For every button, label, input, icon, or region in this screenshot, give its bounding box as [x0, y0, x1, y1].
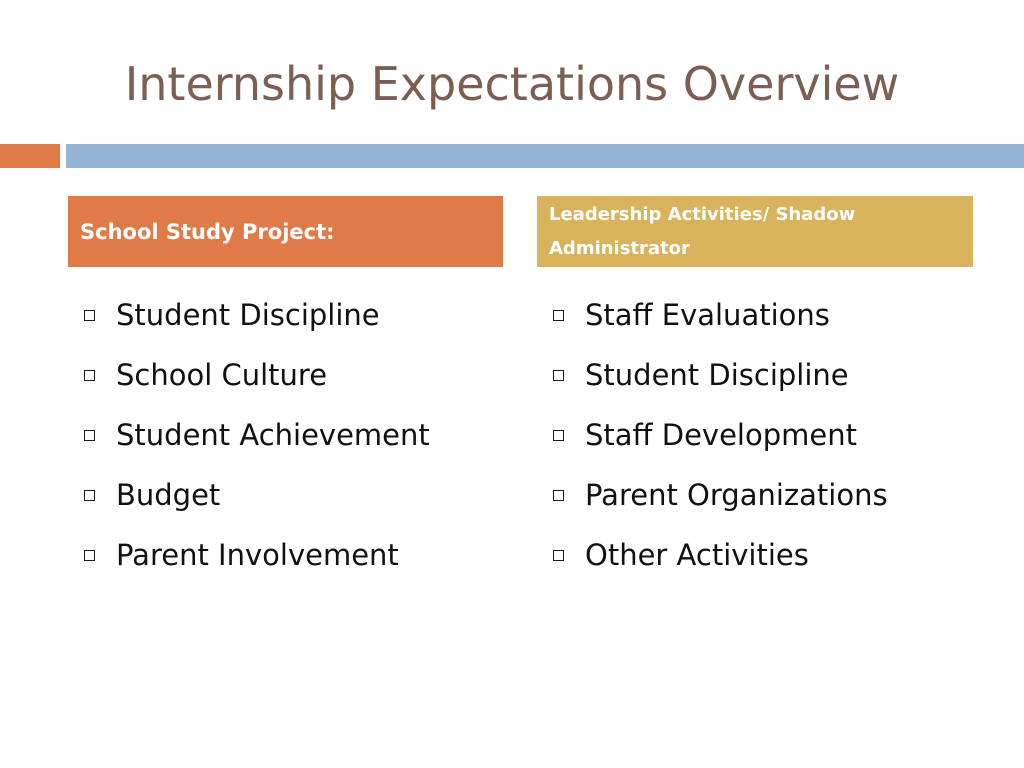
- list-item: [80, 525, 520, 585]
- list-item: [549, 405, 1009, 465]
- square-bullet-icon: [84, 310, 95, 321]
- list-item: [549, 525, 1009, 585]
- list-item: [80, 465, 520, 525]
- square-bullet-icon: [84, 430, 95, 441]
- leadership-activities-header: Leadership Activities/ Shadow Administrator: [537, 196, 973, 267]
- list-item-label: Parent Organizations: [585, 478, 888, 512]
- school-study-project-list: [80, 285, 520, 585]
- list-item: [549, 345, 1009, 405]
- leadership-activities-list: [549, 285, 1009, 585]
- square-bullet-icon: [553, 370, 564, 381]
- list-item: [80, 405, 520, 465]
- square-bullet-icon: [84, 550, 95, 561]
- square-bullet-icon: [553, 550, 564, 561]
- list-item-label: Student Achievement: [116, 418, 430, 452]
- school-study-project-header: School Study Project:: [68, 196, 503, 267]
- list-item-label: Staff Development: [585, 418, 857, 452]
- accent-bar-left: [0, 144, 60, 168]
- list-item-label: Student Discipline: [585, 358, 849, 392]
- list-item-label: Budget: [116, 478, 221, 512]
- square-bullet-icon: [553, 490, 564, 501]
- slide-title: Internship Expectations Overview: [124, 57, 900, 111]
- accent-bar-right: [66, 144, 1024, 168]
- list-item: [549, 285, 1009, 345]
- list-item: [80, 345, 520, 405]
- square-bullet-icon: [553, 310, 564, 321]
- list-item-label: Parent Involvement: [116, 538, 399, 572]
- square-bullet-icon: [84, 370, 95, 381]
- list-item: [549, 465, 1009, 525]
- square-bullet-icon: [84, 490, 95, 501]
- list-item-label: Staff Evaluations: [585, 298, 830, 332]
- square-bullet-icon: [553, 430, 564, 441]
- list-item: [80, 285, 520, 345]
- list-item-label: School Culture: [116, 358, 328, 392]
- list-item-label: Student Discipline: [116, 298, 380, 332]
- list-item-label: Other Activities: [585, 538, 809, 572]
